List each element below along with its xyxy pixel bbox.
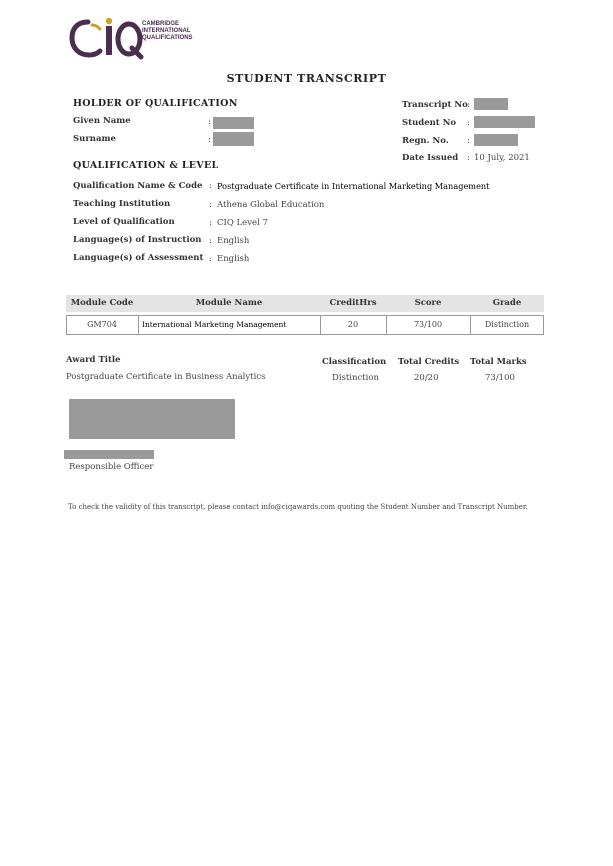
award-title-label: Award Title <box>66 355 121 365</box>
date-issued-colon: : <box>467 153 470 163</box>
signature-redacted <box>69 399 235 439</box>
logo-wordmark <box>142 21 202 42</box>
given-name-label: Given Name <box>73 116 131 126</box>
logo-line-2: INTERNATIONAL <box>142 28 191 34</box>
classification-value: Distinction <box>332 373 379 383</box>
cell-module-code: GM704 <box>87 320 117 329</box>
award-title-value: Postgraduate Certificate in Business Analytics <box>66 372 266 382</box>
total-credits-value: 20/20 <box>414 373 439 383</box>
surname-colon: : <box>208 135 211 145</box>
total-marks-label: Total Marks <box>470 357 527 367</box>
cell-credit-hrs: 20 <box>347 320 359 329</box>
surname-redacted <box>213 132 254 146</box>
regn-no-redacted <box>474 134 518 146</box>
instruction-label: Language(s) of Instruction <box>73 235 202 245</box>
logo-line-1: CAMBRIDGE <box>142 21 179 27</box>
date-issued-value: 10 July, 2021 <box>474 153 530 163</box>
institution-label: Teaching Institution <box>73 199 171 209</box>
assessment-value: English <box>217 254 250 264</box>
level-colon: : <box>209 218 212 228</box>
header-credit-hrs: CreditHrs <box>329 298 377 308</box>
given-name-colon: : <box>208 117 211 127</box>
institution-colon: : <box>209 200 212 210</box>
cell-grade: Distinction <box>484 320 530 329</box>
assessment-colon: : <box>209 254 212 264</box>
institution-value: Athena Global Education <box>217 200 325 210</box>
qualification-name-colon: : <box>209 181 212 191</box>
regn-no-label: Regn. No. <box>402 136 449 146</box>
student-no-label: Student No <box>402 118 457 128</box>
officer-name-redacted <box>64 450 154 459</box>
total-credits-label: Total Credits <box>398 357 460 367</box>
instruction-colon: : <box>209 236 212 246</box>
qualification-name-value: Postgraduate Certificate in International Marketing Management <box>217 181 490 191</box>
header-module-code: Module Code <box>70 298 134 308</box>
qualification-name-label: Qualification Name & Code <box>73 181 203 191</box>
transcript-no-label: Transcript No <box>402 100 468 110</box>
header-module-name: Module Name <box>195 298 263 308</box>
student-no-colon: : <box>467 118 470 128</box>
officer-label: Responsible Officer <box>69 462 154 472</box>
total-marks-value: 73/100 <box>485 373 515 383</box>
transcript-no-redacted <box>474 98 508 110</box>
cell-module-name: International Marketing Management <box>142 320 287 329</box>
header-grade: Grade <box>492 298 522 308</box>
qualification-heading: QUALIFICATION & LEVEL <box>73 160 219 171</box>
page-title: STUDENT TRANSCRIPT <box>226 72 387 85</box>
level-label: Level of Qualification <box>73 217 175 227</box>
header-score: Score <box>414 298 442 308</box>
regn-no-colon: : <box>467 136 470 146</box>
assessment-label: Language(s) of Assessment <box>73 253 204 263</box>
logo-line-3: QUALIFICATIONS <box>142 35 193 41</box>
level-value: CIQ Level 7 <box>217 218 268 228</box>
date-issued-label: Date Issued <box>402 153 459 163</box>
surname-label: Surname <box>73 134 116 144</box>
student-no-redacted <box>474 116 535 128</box>
transcript-no-colon: : <box>467 100 470 110</box>
holder-heading: HOLDER OF QUALIFICATION <box>73 98 238 109</box>
validity-note: To check the validity of this transcript, please contact info@ciqawards.com quoting the Student Number and Transcript Number. <box>68 503 528 511</box>
cell-score: 73/100 <box>413 320 443 329</box>
instruction-value: English <box>217 236 250 246</box>
given-name-redacted <box>213 117 254 129</box>
table-divider <box>138 315 139 335</box>
classification-label: Classification <box>322 357 387 367</box>
